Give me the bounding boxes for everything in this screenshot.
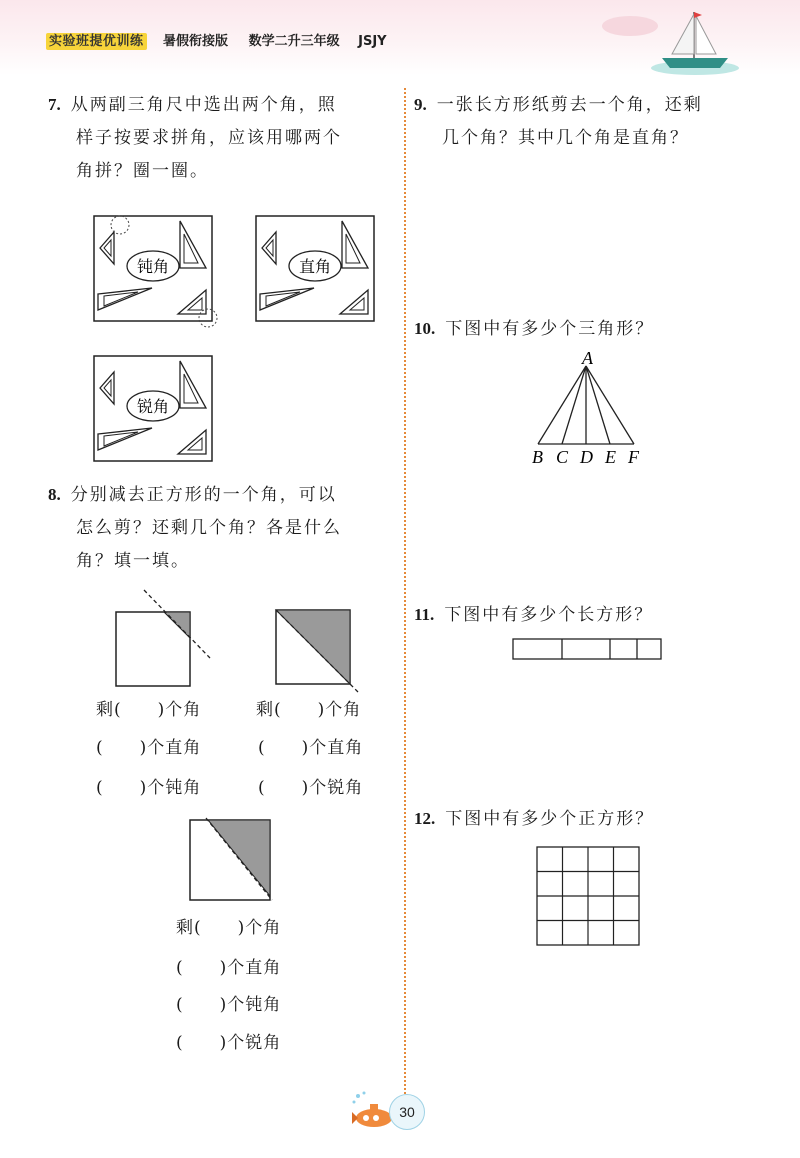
question-11 — [414, 598, 794, 632]
q8-square-c — [190, 820, 280, 910]
cloud-decoration — [600, 8, 660, 38]
q10-text: 下图中有多少个三角形？ — [445, 319, 655, 339]
q8-fill-a-3: ( )个钝角 — [96, 778, 202, 798]
question-12 — [414, 802, 794, 836]
q10-point-f: F — [628, 447, 639, 467]
question-9 — [414, 88, 794, 155]
sailboat-icon — [650, 6, 740, 76]
q8-fill-b-1: 剩( )个角 — [256, 700, 362, 720]
q7-panel-label-obtuse: 钝角 — [136, 257, 170, 276]
q8-fill-b-2: ( )个直角 — [258, 738, 364, 758]
q10-point-a: A — [582, 348, 593, 368]
q7-line-2: 样子按要求拼角，应该用哪两个 — [76, 128, 342, 148]
subject-label: 数学二升三年级 — [248, 34, 340, 49]
submarine-icon — [348, 1090, 394, 1130]
q8-fill-c-2: ( )个直角 — [176, 958, 282, 978]
q11-text: 下图中有多少个长方形？ — [444, 605, 654, 625]
publisher-code: JSJY — [358, 34, 387, 49]
q8-fill-c-1: 剩( )个角 — [176, 918, 282, 938]
question-9-number: 9. — [414, 95, 427, 114]
question-8 — [48, 478, 398, 578]
q8-square-a — [116, 590, 216, 690]
q8-fill-c-4: ( )个锐角 — [176, 1033, 282, 1053]
edition-label: 暑假衔接版 — [163, 34, 229, 49]
q9-line-1: 一张长方形纸剪去一个角，还剩 — [436, 95, 703, 115]
q7-panel-obtuse — [94, 216, 214, 324]
q8-line-3: 角？填一填。 — [76, 551, 190, 571]
q7-line-1: 从两副三角尺中选出两个角，照 — [70, 95, 337, 115]
question-12-number: 12. — [414, 809, 436, 828]
q10-triangle-figure — [520, 348, 660, 468]
q8-fill-b-3: ( )个锐角 — [258, 778, 364, 798]
q8-fill-a-1: 剩( )个角 — [96, 700, 202, 720]
q10-point-d: D — [580, 447, 593, 467]
question-11-number: 11. — [414, 605, 435, 624]
q8-fill-a-2: ( )个直角 — [96, 738, 202, 758]
series-title: 实验班提优训练 — [46, 33, 147, 50]
q7-line-3: 角拼？圈一圈。 — [76, 161, 209, 181]
q10-point-e: E — [605, 447, 616, 467]
question-7-number: 7. — [48, 95, 61, 114]
q7-panel-label-acute: 锐角 — [136, 397, 170, 416]
page-number: 30 — [389, 1094, 425, 1130]
q7-panel-acute — [94, 356, 214, 464]
q7-panel-right — [256, 216, 376, 324]
q8-line-1: 分别减去正方形的一个角，可以 — [70, 485, 337, 505]
q12-text: 下图中有多少个正方形？ — [445, 809, 655, 829]
column-divider — [404, 88, 406, 1098]
q7-panel-label-right: 直角 — [298, 257, 332, 276]
q12-square-grid — [536, 846, 642, 948]
q11-rectangle-strip — [512, 638, 664, 662]
q10-point-c: C — [556, 447, 569, 467]
q8-line-2: 怎么剪？还剩几个角？各是什么 — [76, 518, 342, 538]
question-8-number: 8. — [48, 485, 61, 504]
question-10-number: 10. — [414, 319, 436, 338]
question-7 — [48, 88, 398, 188]
question-10 — [414, 312, 794, 346]
q8-square-b — [276, 610, 366, 700]
q8-fill-c-3: ( )个钝角 — [176, 995, 282, 1015]
header-text — [46, 30, 387, 49]
q9-line-2: 几个角？其中几个角是直角？ — [442, 128, 689, 148]
q10-point-b: B — [532, 447, 543, 467]
